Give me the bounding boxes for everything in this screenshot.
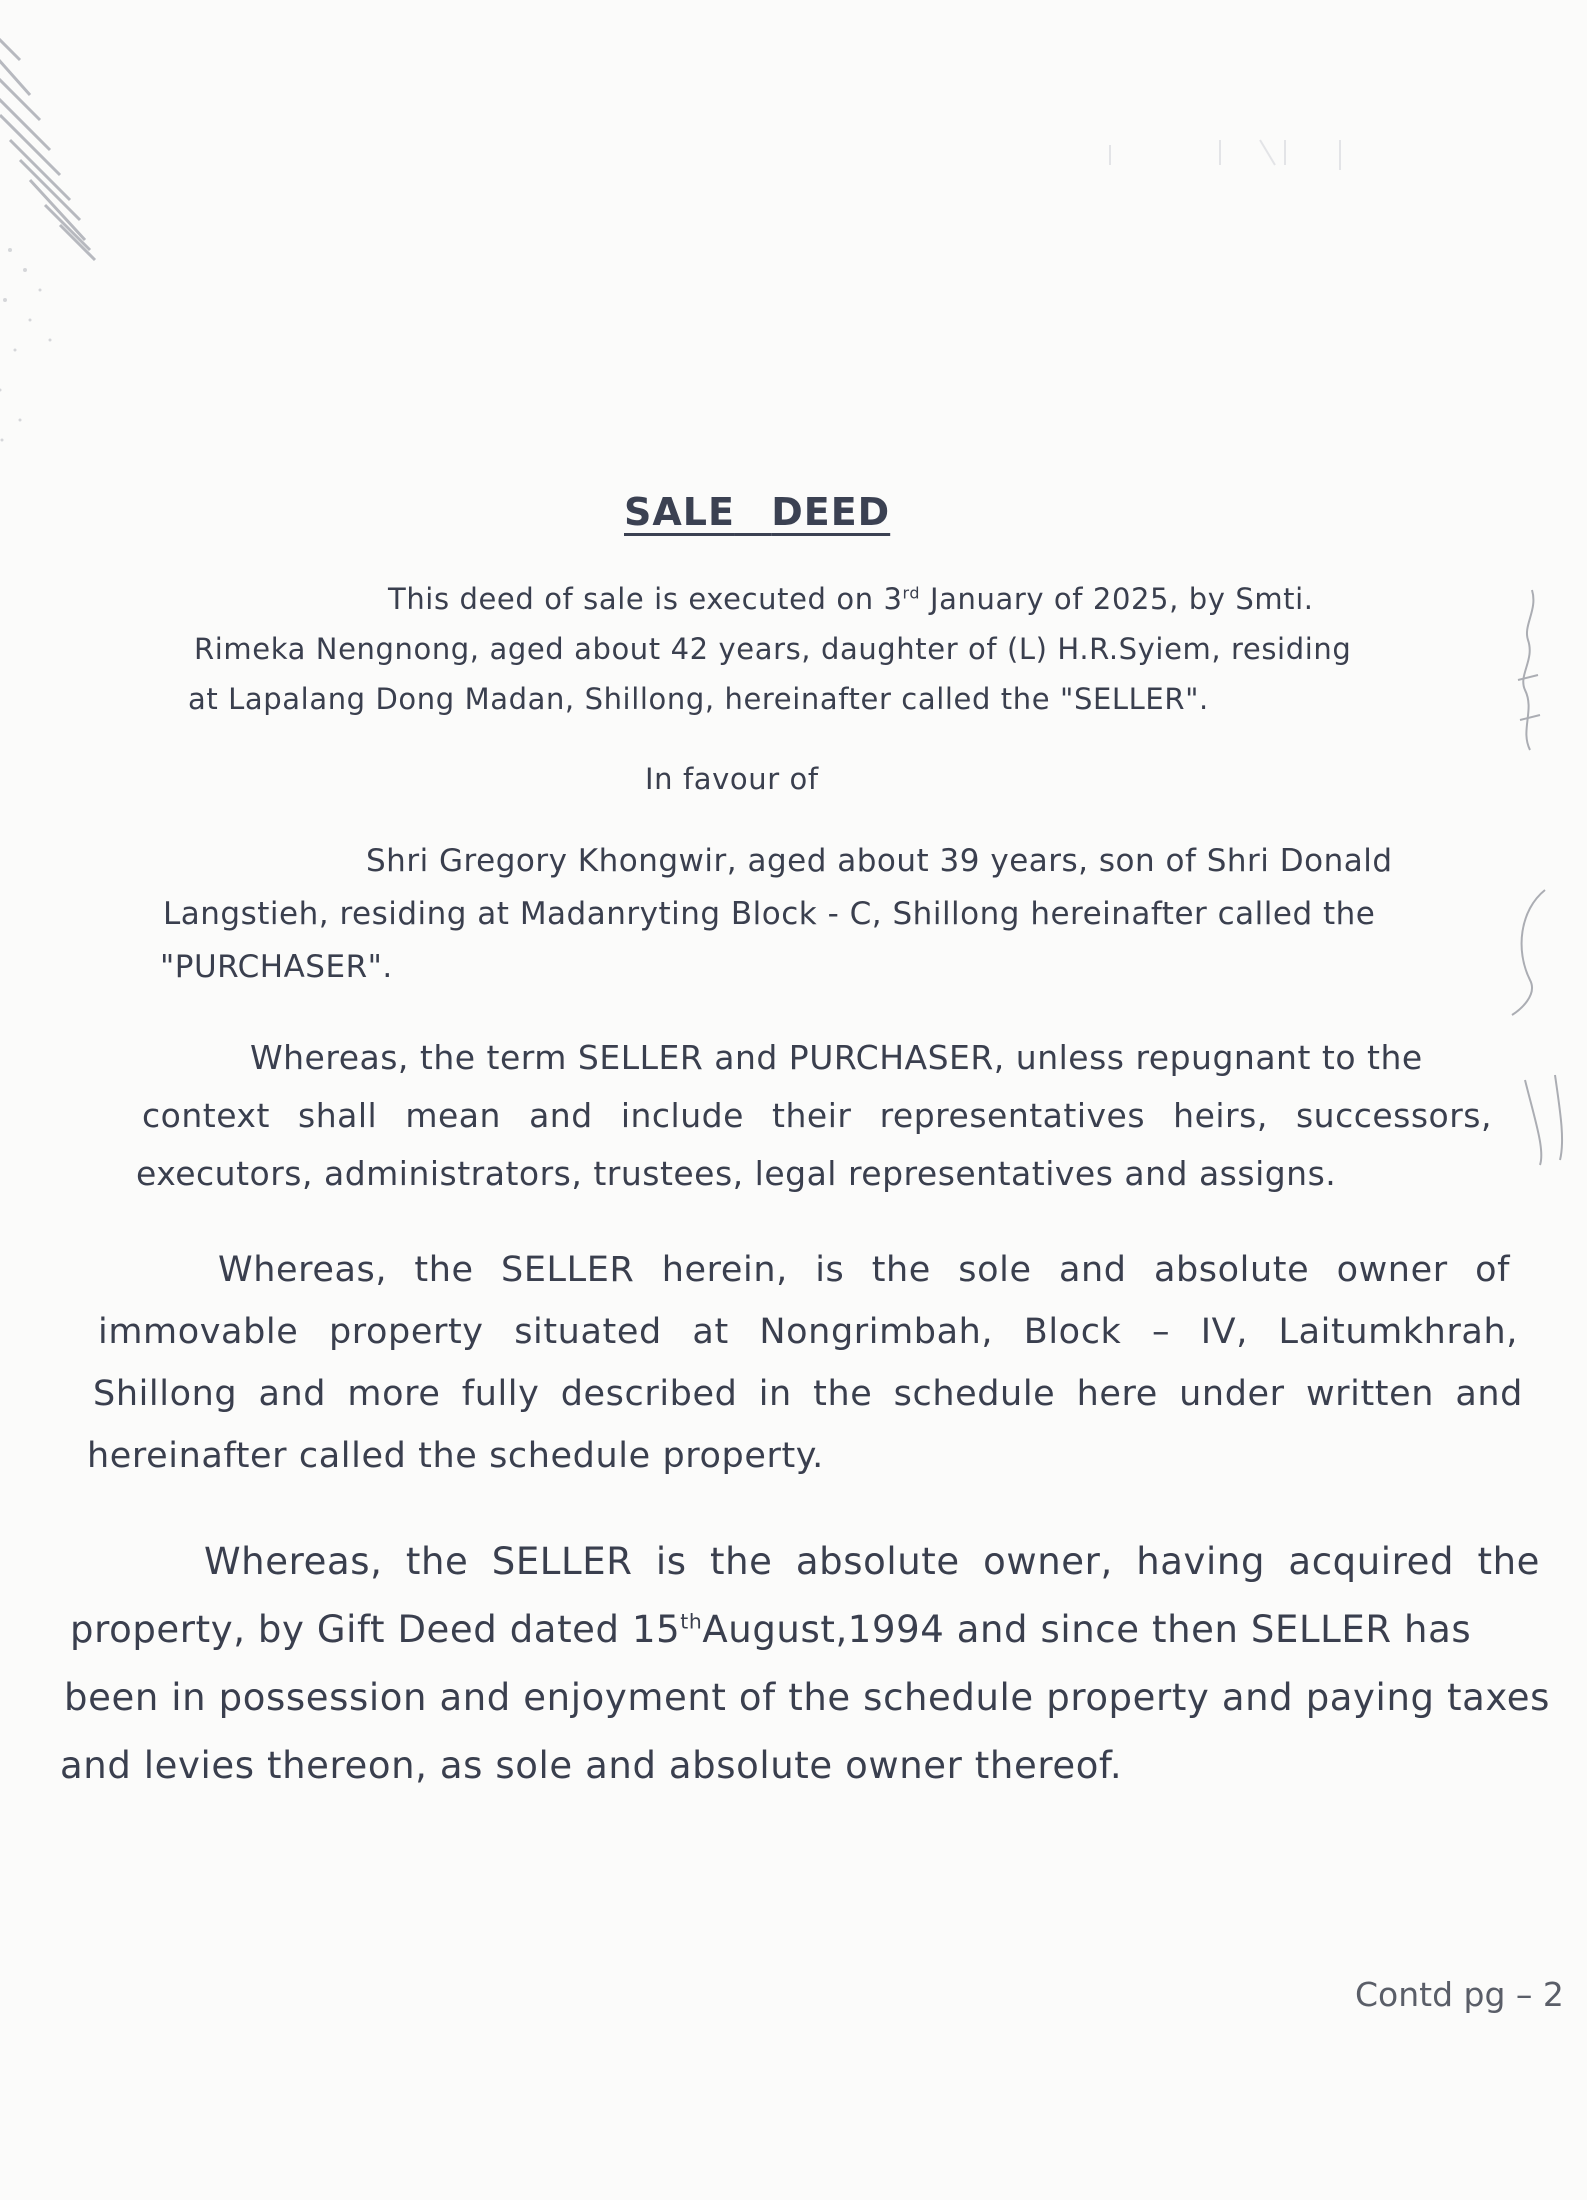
margin-signature-2 <box>1500 880 1560 1020</box>
in-favour-of: In favour of <box>645 762 819 796</box>
para3-line1: Whereas, the term SELLER and PURCHASER, unless repugnant to the <box>250 1038 1423 1077</box>
para3-line2: context shall mean and include their representatives heirs, successors, <box>142 1096 1492 1135</box>
para1-line3: at Lapalang Dong Madan, Shillong, hereinafter called the "SELLER". <box>188 682 1209 716</box>
para2-line2: Langstieh, residing at Madanryting Block - C, Shillong hereinafter called the <box>163 896 1376 932</box>
continued-page-note: Contd pg – 2 <box>1355 1975 1564 2014</box>
stamp-fragment <box>0 0 130 460</box>
para4-line1: Whereas, the SELLER herein, is the sole and absolute owner of <box>218 1250 1510 1290</box>
margin-signature-1 <box>1490 580 1560 755</box>
para5-line3: been in possession and enjoyment of the schedule property and paying taxes <box>64 1676 1550 1719</box>
para4-line4: hereinafter called the schedule property. <box>87 1436 824 1476</box>
para1-line1: This deed of sale is executed on 3rd January of 2025, by Smti. <box>388 582 1314 616</box>
para4-line3: Shillong and more fully described in the schedule here under written and <box>93 1374 1523 1414</box>
para5-line4: and levies thereon, as sole and absolute owner thereof. <box>60 1744 1123 1787</box>
para2-line1: Shri Gregory Khongwir, aged about 39 years, son of Shri Donald <box>366 843 1393 879</box>
para5-line2: property, by Gift Deed dated 15thAugust,1994 and since then SELLER has <box>70 1608 1472 1651</box>
para1-line2: Rimeka Nengnong, aged about 42 years, daughter of (L) H.R.Syiem, residing <box>194 632 1352 666</box>
para5-line1: Whereas, the SELLER is the absolute owner, having acquired the <box>204 1540 1540 1583</box>
para3-line3: executors, administrators, trustees, legal representatives and assigns. <box>136 1154 1337 1193</box>
title-word-2: DEED <box>771 490 891 534</box>
page-title <box>624 490 890 534</box>
faint-watermark <box>1100 130 1400 180</box>
para4-line2: immovable property situated at Nongrimbah, Block – IV, Laitumkhrah, <box>98 1312 1518 1352</box>
para2-line3: "PURCHASER". <box>160 949 393 985</box>
title-word-1: SALE <box>624 490 735 534</box>
margin-signature-3 <box>1515 1060 1580 1170</box>
